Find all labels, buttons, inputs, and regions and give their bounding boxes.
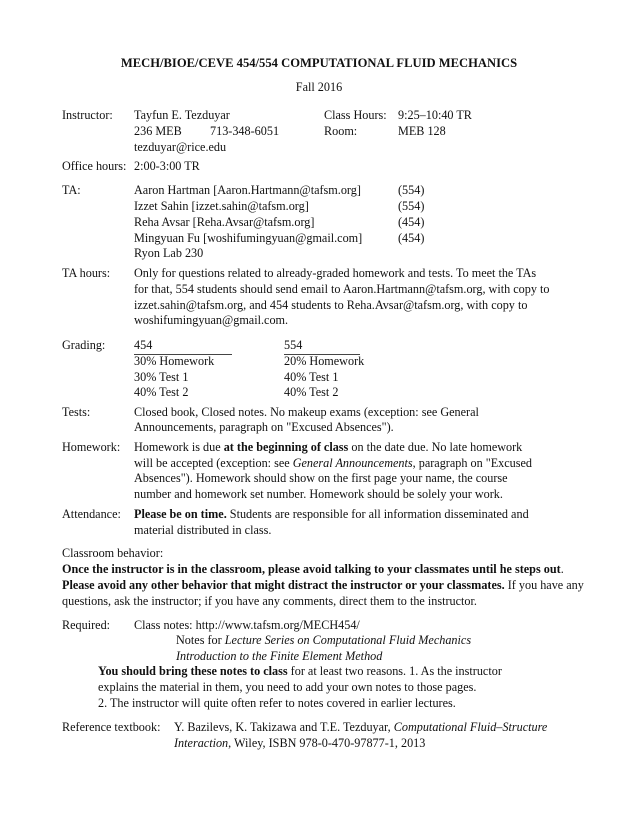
instructor-office: 236 MEB [134, 124, 182, 138]
instructor-email: tezduyar@rice.edu [134, 140, 227, 154]
tests-line: Announcements, paragraph on "Excused Absences"). [134, 420, 394, 434]
required-italic: Introduction to the Finite Element Method [176, 649, 383, 663]
ta-course: (554) [398, 199, 425, 213]
office-hours: 2:00-3:00 TR [134, 159, 200, 173]
reference-italic: Interaction [174, 736, 229, 750]
class-hours-label: Class Hours: [324, 108, 387, 122]
reference-italic: Computational Fluid–Structure [393, 720, 548, 734]
ta-hours-label: TA hours: [62, 266, 111, 280]
required-line: 2. The instructor will quite often refer to notes covered in earlier lectures. [98, 696, 456, 710]
ta-lab: Ryon Lab 230 [134, 246, 204, 260]
classroom-line-2 [62, 578, 584, 594]
homework-line-4: number and homework set number. Homework should be solely your work. [134, 487, 503, 501]
ta-label: TA: [62, 183, 81, 197]
tests-line: Closed book, Closed notes. No makeup exams (exception: see General [134, 405, 479, 419]
grading-554-item: 40% Test 1 [284, 370, 339, 384]
homework-emphasis: at the beginning of class [223, 440, 349, 454]
ta-name: Aaron Hartman [Aaron.Hartmann@tafsm.org] [134, 183, 361, 197]
required-bold: You should bring these notes to class [98, 664, 288, 678]
classroom-text: If you have any [504, 578, 584, 592]
homework-line-2 [134, 456, 532, 472]
grading-454-item: 30% Homework [134, 354, 215, 368]
required-label: Required: [62, 618, 111, 632]
grading-554-header-text: 554 [284, 338, 360, 355]
required-notes-line [176, 649, 382, 665]
required-notes-line [176, 633, 471, 649]
grading-454-header [134, 338, 232, 355]
ta-hours-line: izzet.sahin@tafsm.org, and 454 students to Reha.Avsar@tafsm.org, with copy to [134, 298, 528, 312]
attendance-label: Attendance: [62, 507, 121, 521]
required-text: Notes for [176, 633, 225, 647]
attendance-line-1 [134, 507, 529, 523]
homework-text: Homework is due [134, 440, 224, 454]
homework-italic: General Announcements [292, 456, 413, 470]
instructor-name: Tayfun E. Tezduyar [134, 108, 230, 122]
classroom-bold: Please avoid any other behavior that might distract the instructor or your classmates. [62, 578, 505, 592]
ta-name: Izzet Sahin [izzet.sahin@tafsm.org] [134, 199, 309, 213]
homework-text: will be accepted (exception: see [134, 456, 293, 470]
page-title: MECH/BIOE/CEVE 454/554 COMPUTATIONAL FLUID MECHANICS [120, 56, 518, 70]
ta-name: Mingyuan Fu [woshifumingyuan@gmail.com] [134, 231, 363, 245]
required-line: explains the material in them, you need to add your own notes to those pages. [98, 680, 477, 694]
room-label: Room: [324, 124, 358, 138]
ta-hours-line: Only for questions related to already-graded homework and tests. To meet the TAs [134, 266, 537, 280]
grading-454-header-text: 454 [134, 338, 232, 355]
office-hours-label: Office hours: [62, 159, 127, 173]
attendance-line-2: material distributed in class. [134, 523, 272, 537]
grading-554-header [284, 338, 360, 355]
room: MEB 128 [398, 124, 446, 138]
grading-554-item: 40% Test 2 [284, 385, 339, 399]
required-text: for at least two reasons. 1. As the instructor [287, 664, 502, 678]
homework-text: , paragraph on "Excused [412, 456, 532, 470]
attendance-emphasis: Please be on time. [134, 507, 227, 521]
homework-text: on the date due. No late homework [348, 440, 523, 454]
grading-454-item: 40% Test 2 [134, 385, 189, 399]
grading-label: Grading: [62, 338, 106, 352]
ta-course: (454) [398, 215, 425, 229]
homework-label: Homework: [62, 440, 121, 454]
homework-line-3: Absences"). Homework should show on the first page your name, the course [134, 471, 508, 485]
reference-text: , Wiley, ISBN 978-0-470-97877-1, 2013 [228, 736, 426, 750]
ta-hours-line: for that, 554 students should send email to Aaron.Hartmann@tafsm.org, with copy to [134, 282, 550, 296]
tests-label: Tests: [62, 405, 91, 419]
classroom-line-3: questions, ask the instructor; if you have any comments, direct them to the instructor. [62, 594, 477, 608]
ta-course: (554) [398, 183, 425, 197]
grading-454-item: 30% Test 1 [134, 370, 189, 384]
term: Fall 2016 [295, 80, 343, 94]
instructor-phone: 713-348-6051 [210, 124, 280, 138]
required-italic: Lecture Series on Computational Fluid Mechanics [224, 633, 472, 647]
class-hours: 9:25–10:40 TR [398, 108, 472, 122]
required-class-notes: Class notes: http://www.tafsm.org/MECH454/ [134, 618, 360, 632]
grading-554-item: 20% Homework [284, 354, 365, 368]
attendance-text: Students are responsible for all information disseminated and [226, 507, 529, 521]
reference-text: Y. Bazilevs, K. Takizawa and T.E. Tezduyar, [174, 720, 394, 734]
classroom-heading: Classroom behavior: [62, 546, 164, 560]
reference-line-2 [174, 736, 425, 752]
classroom-bold: Once the instructor is in the classroom, please avoid talking to your classmates until he steps out [62, 562, 561, 576]
ta-course: (454) [398, 231, 425, 245]
classroom-text: . [560, 562, 564, 576]
classroom-line-1 [62, 562, 564, 578]
homework-line-1 [134, 440, 522, 456]
ta-hours-line: woshifumingyuan@gmail.com. [134, 313, 289, 327]
reference-line-1 [174, 720, 547, 736]
required-bring-line [98, 664, 502, 680]
instructor-label: Instructor: [62, 108, 113, 122]
ta-name: Reha Avsar [Reha.Avsar@tafsm.org] [134, 215, 315, 229]
reference-label: Reference textbook: [62, 720, 161, 734]
